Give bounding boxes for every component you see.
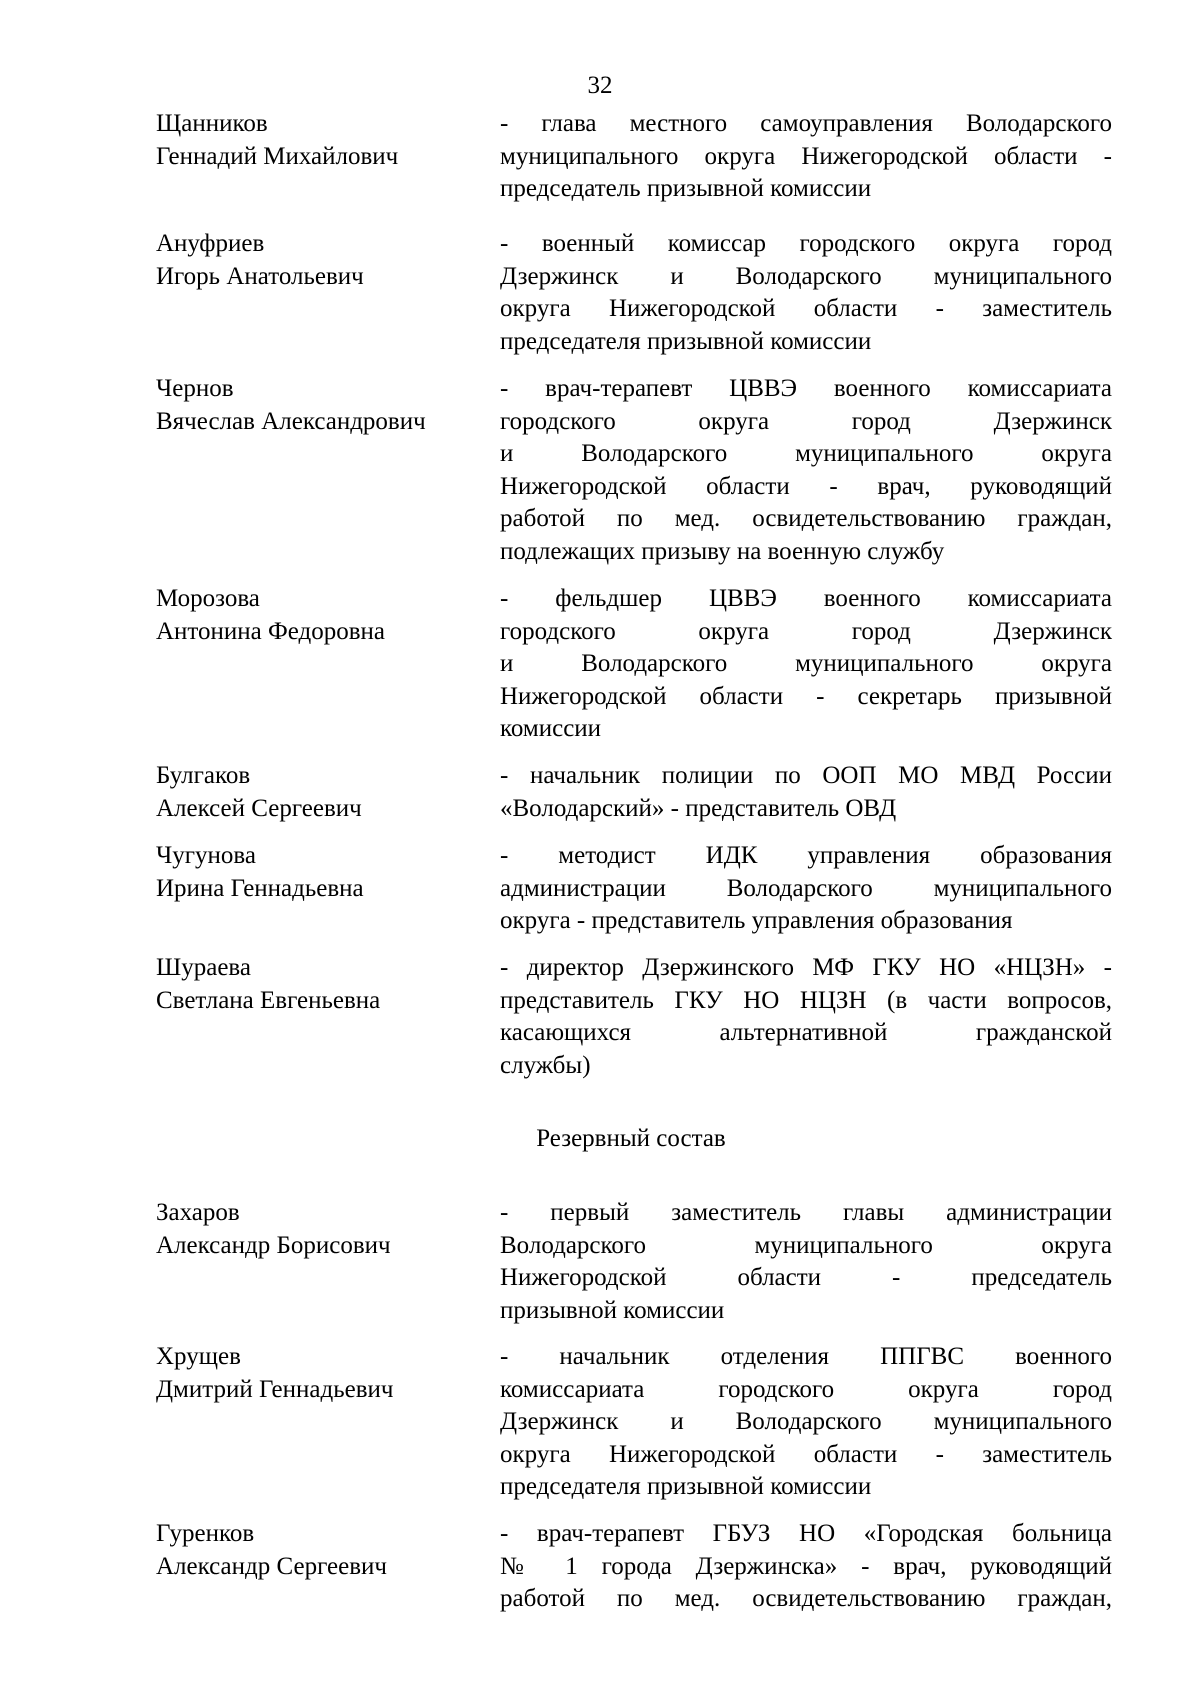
role-line: работой по мед. освидетельствованию граждан,: [500, 1585, 1112, 1612]
member-given-name: Игорь Анатольевич: [156, 262, 364, 290]
role-line: муниципального округа Нижегородской области -: [500, 142, 1112, 170]
role-line: - первый заместитель главы администрации: [500, 1199, 1112, 1226]
role-line: городского округа город Дзержинск: [500, 617, 1112, 645]
role-line: Дзержинск и Володарского муниципального: [500, 262, 1112, 290]
member-surname: Гуренков: [156, 1520, 255, 1547]
role-line: работой по мед. освидетельствованию граждан,: [500, 505, 1112, 532]
role-line: - фельдшер ЦВВЭ военного комиссариата: [500, 585, 1112, 612]
member-given-name: Геннадий Михайлович: [156, 142, 399, 170]
member-surname: Чугунова: [156, 842, 256, 869]
member-given-name: Ирина Геннадьевна: [156, 874, 364, 902]
member-role: [500, 373, 1112, 568]
role-line: № 1 города Дзержинска» - врач, руководящий: [500, 1552, 1112, 1580]
role-line: - глава местного самоуправления Володарского: [500, 110, 1112, 137]
member-surname: Чернов: [156, 375, 234, 402]
role-line: городского округа город Дзержинск: [500, 407, 1112, 435]
role-line: округа Нижегородской области - заместитель: [500, 295, 1112, 322]
role-line: комиссии: [500, 715, 602, 742]
member-role: [500, 1341, 1112, 1504]
role-line: - врач-терапевт ЦВВЭ военного комиссариата: [500, 375, 1112, 402]
role-line: - начальник отделения ППГВС военного: [500, 1343, 1112, 1370]
member-name: [156, 760, 476, 825]
role-line: подлежащих призыву на военную службу: [500, 537, 945, 565]
member-role: [500, 840, 1112, 938]
member-given-name: Антонина Федоровна: [156, 617, 386, 645]
role-line: председателя призывной комиссии: [500, 1473, 872, 1500]
role-line: призывной комиссии: [500, 1296, 725, 1324]
member-surname: Щанников: [156, 110, 268, 137]
role-line: и Володарского муниципального округа: [500, 440, 1112, 467]
member-name: [156, 952, 476, 1017]
page-number: 32: [587, 72, 613, 99]
member-surname: Морозова: [156, 585, 260, 612]
member-surname: Хрущев: [156, 1343, 241, 1370]
role-line: председателя призывной комиссии: [500, 327, 872, 355]
member-given-name: Дмитрий Геннадьевич: [156, 1375, 394, 1403]
role-line: - директор Дзержинского МФ ГКУ НО «НЦЗН» -: [500, 954, 1112, 981]
role-line: комиссариата городского округа город: [500, 1375, 1112, 1403]
member-name: [156, 583, 476, 648]
role-line: администрации Володарского муниципального: [500, 874, 1112, 902]
role-line: Дзержинск и Володарского муниципального: [500, 1408, 1112, 1435]
member-role: [500, 1518, 1112, 1616]
member-given-name: Алексей Сергеевич: [156, 794, 362, 822]
member-given-name: Александр Сергеевич: [156, 1552, 387, 1580]
role-line: округа Нижегородской области - заместитель: [500, 1440, 1112, 1468]
member-role: [500, 760, 1112, 825]
member-name: [156, 108, 476, 173]
member-role: [500, 952, 1112, 1082]
member-given-name: Вячеслав Александрович: [156, 407, 426, 435]
member-given-name: Светлана Евгеньевна: [156, 986, 381, 1014]
role-line: службы): [500, 1051, 591, 1079]
role-line: представитель ГКУ НО НЦЗН (в части вопросов,: [500, 986, 1112, 1014]
member-name: [156, 373, 476, 438]
role-line: и Володарского муниципального округа: [500, 650, 1112, 677]
member-role: [500, 228, 1112, 358]
role-line: - методист ИДК управления образования: [500, 842, 1112, 869]
role-line: Нижегородской области - секретарь призывной: [500, 682, 1112, 710]
member-role: [500, 583, 1112, 746]
member-name: [156, 1518, 476, 1583]
role-line: Нижегородской области - врач, руководящий: [500, 472, 1112, 500]
member-given-name: Александр Борисович: [156, 1231, 391, 1259]
role-line: - военный комиссар городского округа город: [500, 230, 1112, 257]
member-name: [156, 1341, 476, 1406]
role-line: Володарского муниципального округа: [500, 1231, 1112, 1259]
role-line: председатель призывной комиссии: [500, 175, 872, 202]
member-role: [500, 108, 1112, 206]
member-surname: Захаров: [156, 1199, 240, 1226]
member-surname: Ануфриев: [156, 230, 265, 257]
member-name: [156, 228, 476, 293]
role-line: - начальник полиции по ООП МО МВД России: [500, 762, 1112, 789]
role-line: касающихся альтернативной гражданской: [500, 1019, 1112, 1046]
role-line: Нижегородской области - председатель: [500, 1264, 1112, 1291]
member-name: [156, 1197, 476, 1262]
role-line: - врач-терапевт ГБУЗ НО «Городская больница: [500, 1520, 1112, 1547]
member-surname: Шураева: [156, 954, 251, 981]
member-name: [156, 840, 476, 905]
member-surname: Булгаков: [156, 762, 251, 789]
role-line: округа - представитель управления образования: [500, 907, 1013, 934]
reserve-section-title: Резервный состав: [536, 1125, 726, 1152]
role-line: «Володарский» - представитель ОВД: [500, 794, 897, 822]
member-role: [500, 1197, 1112, 1327]
